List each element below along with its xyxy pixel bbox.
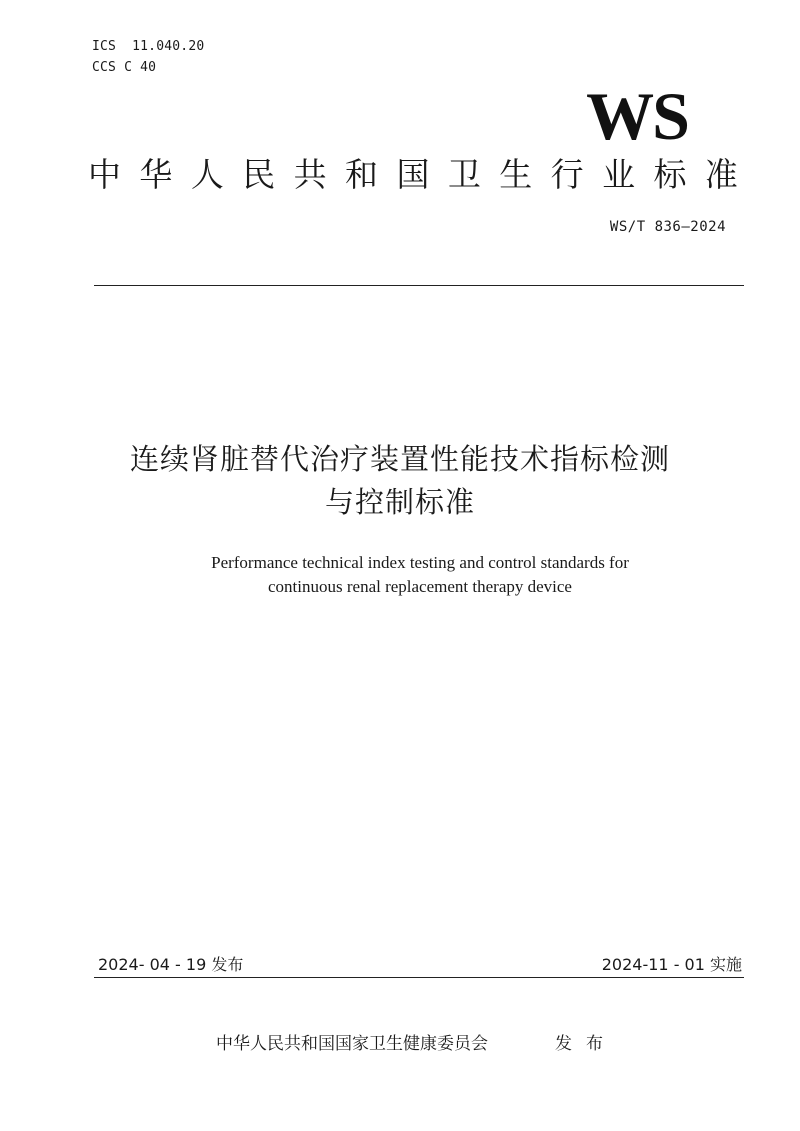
org-heading-char: 国 bbox=[396, 155, 430, 194]
org-heading-char: 生 bbox=[499, 155, 533, 194]
org-heading-char: 人 bbox=[190, 155, 224, 194]
org-heading bbox=[88, 155, 738, 195]
org-heading-char: 卫 bbox=[447, 155, 481, 194]
standard-number: WS/T 836—2024 bbox=[609, 219, 726, 235]
footer-divider bbox=[94, 977, 744, 978]
title-en-line1: Performance technical index testing and control standards for bbox=[211, 553, 629, 572]
ws-logo: WS bbox=[586, 78, 688, 154]
org-heading-char: 民 bbox=[242, 155, 276, 194]
ics-code: ICS 11.040.20 bbox=[92, 39, 205, 54]
title-cn-line2: 与控制标准 bbox=[324, 485, 475, 519]
title-cn-line1: 连续肾脏替代治疗装置性能技术指标检测 bbox=[129, 442, 670, 476]
org-heading-char: 行 bbox=[550, 155, 584, 194]
org-heading-char: 和 bbox=[345, 155, 379, 194]
org-heading-char: 标 bbox=[653, 155, 687, 194]
org-heading-char: 准 bbox=[704, 155, 738, 194]
implementation-date: 2024-11 - 01 实施 bbox=[601, 955, 742, 974]
issue-date: 2024- 04 - 19 发布 bbox=[98, 955, 244, 974]
issuing-authority: 中华人民共和国国家卫生健康委员会 bbox=[216, 1034, 488, 1054]
org-heading-char: 共 bbox=[293, 155, 327, 194]
ccs-code: CCS C 40 bbox=[92, 60, 157, 75]
org-heading-char: 华 bbox=[139, 155, 173, 194]
title-en-line2: continuous renal replacement therapy device bbox=[268, 577, 572, 596]
org-heading-char: 中 bbox=[88, 155, 121, 194]
issue-label: 发布 bbox=[555, 1034, 617, 1054]
org-heading-char: 业 bbox=[602, 155, 636, 194]
header-divider bbox=[94, 285, 744, 286]
